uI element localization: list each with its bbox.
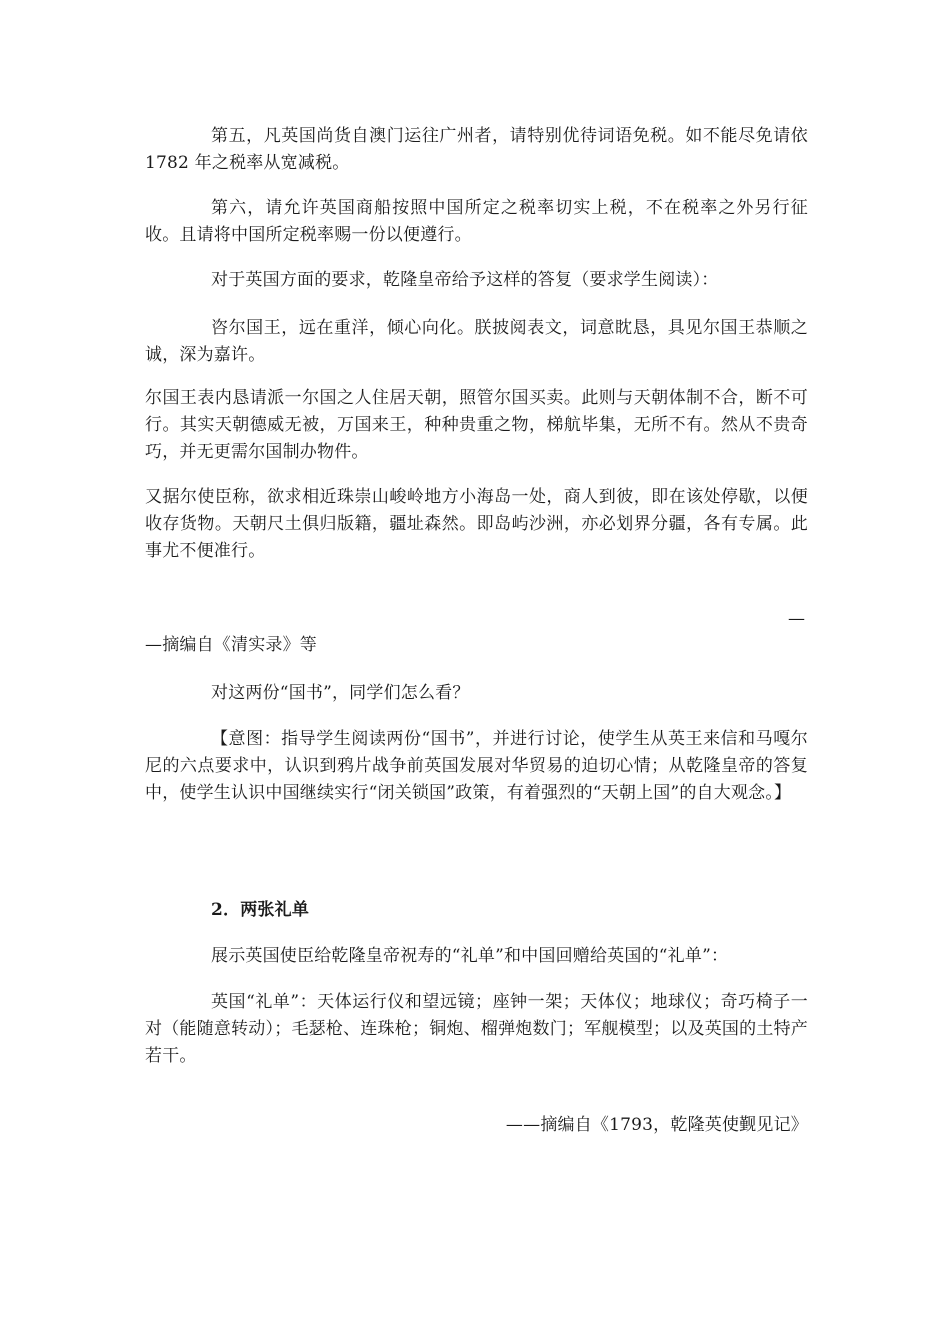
paragraph-fifth-request: 第五，凡英国尚货自澳门运往广州者，请特别优待词语免税。如不能尽免请依 1782 年之税率从宽减税。	[145, 126, 808, 173]
source-citation-1793: ——摘编自《1793，乾隆英使觐见记》	[505, 1115, 808, 1135]
source-dash: —	[788, 609, 805, 629]
paragraph-qianlong-intro: 对于英国方面的要求，乾隆皇帝给予这样的答复（要求学生阅读）：	[211, 270, 719, 290]
paragraph-british-gift-list: 英国“礼单”：天体运行仪和望远镜；座钟一架；天体仪；地球仪；奇巧椅子一对（能随意转动）；毛瑟枪、连珠枪；铜炮、榴弹炮数门；军舰模型；以及英国的土特产若干。	[145, 992, 808, 1066]
paragraph-edict-island: 又据尔使臣称，欲求相近珠崇山峻岭地方小海岛一处，商人到彼，即在该处停歇，以便收存货物。天朝尺土俱归版籍，疆址森然。即岛屿沙洲，亦必划界分疆，各有专属。此事尤不便准行。	[145, 487, 808, 561]
paragraph-sixth-request: 第六，请允许英国商船按照中国所定之税率切实上税，不在税率之外另行征收。且请将中国所定税率赐一份以便遵行。	[145, 198, 808, 245]
paragraph-discussion-question: 对这两份“国书”，同学们怎么看？	[211, 683, 470, 703]
source-citation-qing-shilu: —摘编自《清实录》等	[145, 635, 317, 655]
paragraph-edict-opening: 咨尔国王，远在重洋，倾心向化。朕披阅表文，词意眈恳，具见尔国王恭顺之诚，深为嘉许。	[145, 318, 808, 365]
paragraph-gift-list-intro: 展示英国使臣给乾隆皇帝祝寿的“礼单”和中国回赠给英国的“礼单”：	[211, 946, 729, 966]
section-heading-gift-lists: 2．两张礼单	[211, 900, 310, 920]
paragraph-edict-residence: 尔国王表内恳请派一尔国之人住居天朝，照管尔国买卖。此则与天朝体制不合，断不可行。其实天朝德威无被，万国来王，种种贵重之物，梯航毕集，无所不有。然从不贵奇巧，并无更需尔国制办物件。	[145, 388, 808, 462]
paragraph-intent-note: 【意图：指导学生阅读两份“国书”，并进行讨论，使学生从英王来信和马嘎尔尼的六点要求中，认识到鸦片战争前英国发展对华贸易的迫切心情；从乾隆皇帝的答复中，使学生认识中国继续实行“闭关锁国”政策，有着强烈的“天朝上国”的自大观念。】	[145, 729, 808, 803]
